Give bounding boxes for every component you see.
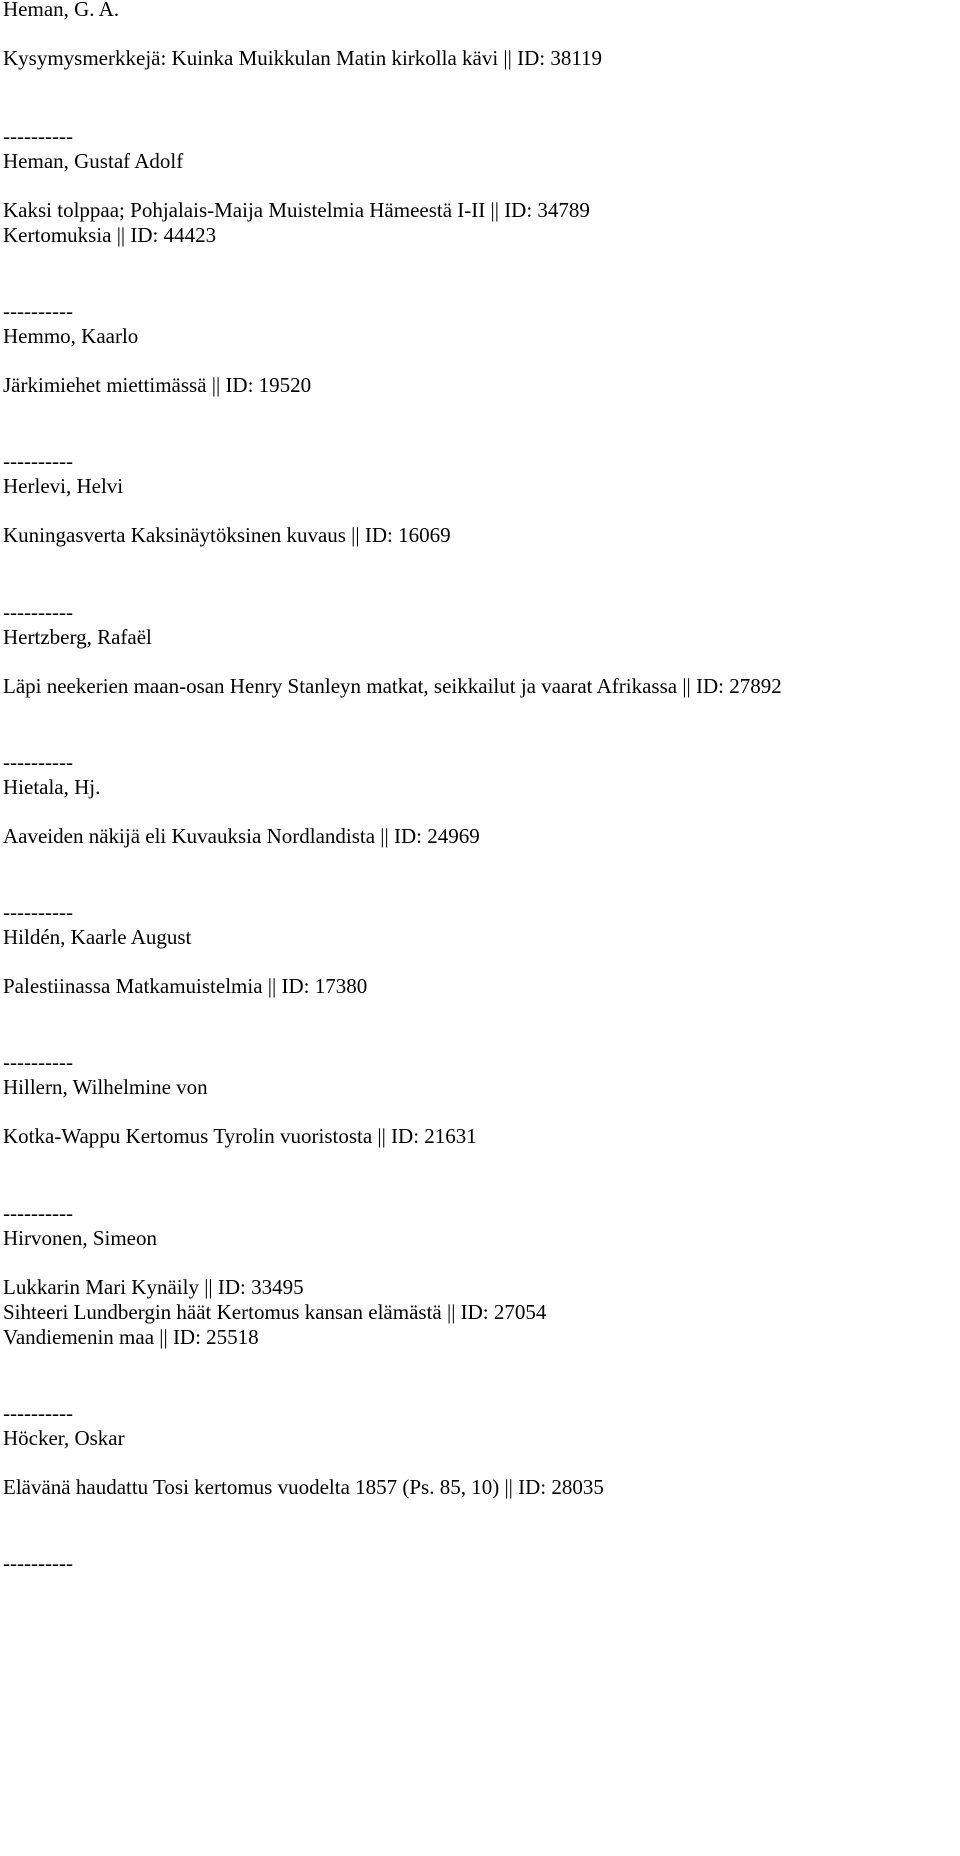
work-entry: Vandiemenin maa || ID: 25518 — [3, 1325, 259, 1349]
work-entry: Kysymysmerkkejä: Kuinka Muikkulan Matin kirkolla kävi || ID: 38119 — [3, 46, 603, 70]
work-entry: Palestiinassa Matkamuistelmia || ID: 17380 — [3, 974, 368, 998]
separator: ---------- — [3, 299, 73, 323]
work-entry: Elävänä haudattu Tosi kertomus vuodelta 1857 (Ps. 85, 10) || ID: 28035 — [3, 1475, 604, 1499]
separator: ---------- — [3, 900, 73, 924]
work-entry: Sihteeri Lundbergin häät Kertomus kansan elämästä || ID: 27054 — [3, 1300, 547, 1324]
author-name: Heman, G. A. — [3, 0, 120, 21]
work-entry: Kotka-Wappu Kertomus Tyrolin vuoristosta || ID: 21631 — [3, 1124, 477, 1148]
author-name: Hietala, Hj. — [3, 775, 101, 799]
separator: ---------- — [3, 750, 73, 774]
work-entry: Kertomuksia || ID: 44423 — [3, 223, 217, 247]
separator: ---------- — [3, 449, 73, 473]
work-entry: Aaveiden näkijä eli Kuvauksia Nordlandista || ID: 24969 — [3, 824, 480, 848]
author-name: Hemmo, Kaarlo — [3, 324, 139, 348]
separator: ---------- — [3, 600, 73, 624]
author-name: Herlevi, Helvi — [3, 474, 124, 498]
work-entry: Järkimiehet miettimässä || ID: 19520 — [3, 373, 312, 397]
work-entry: Kaksi tolppaa; Pohjalais-Maija Muistelmia Hämeestä I-II || ID: 34789 — [3, 198, 590, 222]
separator: ---------- — [3, 124, 73, 148]
author-name: Hertzberg, Rafaël — [3, 625, 152, 649]
author-name: Hildén, Kaarle August — [3, 925, 192, 949]
author-name: Heman, Gustaf Adolf — [3, 149, 184, 173]
work-entry: Kuningasverta Kaksinäytöksinen kuvaus || ID: 16069 — [3, 523, 451, 547]
separator: ---------- — [3, 1551, 73, 1575]
author-name: Höcker, Oskar — [3, 1426, 125, 1450]
work-entry: Lukkarin Mari Kynäily || ID: 33495 — [3, 1275, 304, 1299]
separator: ---------- — [3, 1201, 73, 1225]
work-entry: Läpi neekerien maan-osan Henry Stanleyn matkat, seikkailut ja vaarat Afrikassa || ID: 27892 — [3, 674, 782, 698]
separator: ---------- — [3, 1050, 73, 1074]
author-name: Hillern, Wilhelmine von — [3, 1075, 208, 1099]
separator: ---------- — [3, 1401, 73, 1425]
author-name: Hirvonen, Simeon — [3, 1226, 157, 1250]
